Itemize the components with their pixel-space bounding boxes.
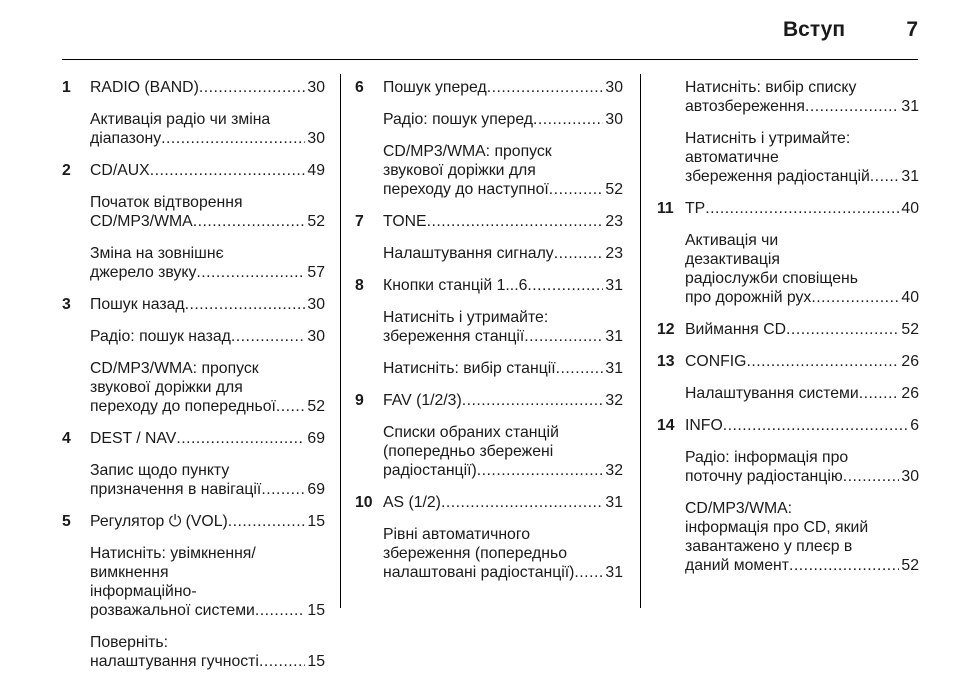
index-item [90, 327, 325, 346]
index-line [383, 110, 623, 129]
index-page-ref: 15 [307, 653, 325, 670]
index-line [383, 327, 623, 346]
index-line [685, 167, 919, 186]
index-page-ref: 31 [605, 360, 623, 377]
index-page-ref: 26 [901, 385, 919, 402]
dot-leader [533, 110, 603, 129]
index-item [90, 110, 325, 148]
index-text: радіослужби сповіщень [685, 270, 858, 287]
dot-leader [161, 129, 305, 148]
index-item [685, 448, 919, 486]
index-item [685, 416, 919, 435]
index-line [90, 129, 325, 148]
item-number: 7 [355, 213, 364, 230]
index-entry [62, 78, 325, 148]
index-line [383, 359, 623, 378]
index-entry [355, 78, 623, 199]
index-item [90, 359, 325, 416]
index-text: поточну радіостанцію [685, 468, 843, 485]
index-text: Списки обраних станцій [383, 424, 559, 441]
index-item [685, 384, 919, 403]
index-page-ref: 6 [910, 417, 919, 434]
header-rule [62, 59, 918, 60]
index-page-ref: 31 [605, 328, 623, 345]
index-text: завантажено у плеєр в [685, 538, 853, 555]
index-line [685, 467, 919, 486]
index-item [90, 544, 325, 620]
index-text: інформаційно- [90, 583, 197, 600]
index-text: вимкнення [90, 564, 169, 581]
item-number: 6 [355, 79, 364, 96]
index-page-ref: 30 [605, 111, 623, 128]
index-line [383, 180, 623, 199]
dot-leader [574, 563, 603, 582]
index-text: Натисніть: вибір станції [383, 360, 556, 377]
index-text: CD/MP3/WMA: пропуск [383, 143, 552, 160]
index-entry-continued [657, 78, 919, 186]
dot-leader [427, 212, 604, 231]
index-item [90, 244, 325, 282]
item-number: 3 [62, 296, 71, 313]
index-line [90, 480, 325, 499]
index-text: Натисніть і утримайте: [383, 309, 549, 326]
dot-leader [487, 78, 604, 97]
index-page-ref: 31 [605, 277, 623, 294]
dot-leader [705, 199, 899, 218]
index-text: FAV (1/2/3) [383, 392, 462, 409]
index-line [685, 97, 919, 116]
index-text: Запис щодо пункту [90, 462, 230, 479]
index-page-ref: 52 [901, 557, 919, 574]
item-number: 14 [657, 417, 675, 434]
index-line [90, 601, 325, 620]
item-number: 10 [355, 494, 373, 511]
index-line [383, 461, 623, 480]
index-page-ref: 23 [605, 245, 623, 262]
index-text: Рівні автоматичного [383, 526, 531, 543]
index-page-ref: 31 [605, 564, 623, 581]
index-text: INFO [685, 417, 723, 434]
item-number: 9 [355, 392, 364, 409]
index-item [383, 142, 623, 199]
dot-leader [441, 493, 603, 512]
index-page-ref: 40 [901, 200, 919, 217]
index-line [90, 397, 325, 416]
index-text: радіостанції) [383, 462, 477, 479]
index-line [90, 429, 325, 448]
index-text: налаштування гучності [90, 653, 259, 670]
index-page-ref: 52 [901, 321, 919, 338]
index-line [383, 78, 623, 97]
index-item [90, 429, 325, 448]
dot-leader [811, 288, 899, 307]
index-text: налаштовані радіостанції) [383, 564, 575, 581]
index-page-ref: 31 [901, 168, 919, 185]
index-line [90, 161, 325, 180]
index-line [685, 288, 919, 307]
index-entry [355, 276, 623, 378]
index-text: інформація про CD, який [685, 519, 869, 536]
index-entry [657, 416, 919, 575]
dot-leader [261, 480, 305, 499]
dot-leader [723, 416, 908, 435]
index-line [685, 416, 919, 435]
index-text: Пошук уперед [383, 79, 487, 96]
index-line [685, 556, 919, 575]
index-page-ref: 57 [307, 264, 325, 281]
index-line [90, 295, 325, 314]
index-line [685, 199, 919, 218]
dot-leader [176, 429, 305, 448]
index-page-ref: 30 [307, 296, 325, 313]
index-line [90, 327, 325, 346]
index-text: про дорожній рух [685, 289, 812, 306]
index-entry [62, 429, 325, 499]
index-text: Радіо: пошук уперед [383, 111, 533, 128]
index-text: переходу до наступної [383, 181, 549, 198]
index-item [383, 423, 623, 480]
item-number: 2 [62, 162, 71, 179]
dot-leader [228, 512, 306, 531]
index-text: CD/MP3/WMA: пропуск [90, 360, 259, 377]
index-line [383, 276, 623, 295]
index-item [90, 633, 325, 671]
dot-leader [527, 276, 603, 295]
index-text: CD/AUX [90, 162, 150, 179]
item-number: 12 [657, 321, 675, 338]
index-page-ref: 26 [901, 353, 919, 370]
dot-leader [549, 180, 604, 199]
dot-leader [786, 320, 899, 339]
index-text: призначення в навігації [90, 481, 262, 498]
index-text: дезактивація [685, 251, 780, 268]
index-text: звукової доріжки для [90, 379, 243, 396]
dot-leader [185, 295, 306, 314]
index-page-ref: 52 [605, 181, 623, 198]
index-text: Налаштування системи [685, 385, 859, 402]
dot-leader [870, 167, 900, 186]
index-item [685, 352, 919, 371]
dot-leader [255, 601, 306, 620]
index-text: Налаштування сигналу [383, 245, 554, 262]
page-header [0, 0, 960, 62]
index-line [383, 563, 623, 582]
index-text: Пошук назад [90, 296, 185, 313]
item-number: 1 [62, 79, 71, 96]
index-text: Початок відтворення [90, 194, 243, 211]
index-text: DEST / NAV [90, 430, 177, 447]
index-item [383, 276, 623, 295]
index-text: Натисніть і утримайте: [685, 130, 851, 147]
index-item [685, 78, 919, 116]
index-text: RADIO (BAND) [90, 79, 199, 96]
index-item [90, 512, 325, 531]
index-text: джерело звуку [90, 264, 197, 281]
index-text: Зміна на зовнішнє [90, 245, 224, 262]
index-page-ref: 40 [901, 289, 919, 306]
index-text: TP [685, 200, 706, 217]
index-text: TONE [383, 213, 427, 230]
index-page-ref: 15 [307, 513, 325, 530]
index-item [90, 461, 325, 499]
dot-leader [859, 384, 900, 403]
index-text: AS (1/2) [383, 494, 441, 511]
index-line [383, 244, 623, 263]
item-number: 8 [355, 277, 364, 294]
index-item [383, 110, 623, 129]
index-page-ref: 30 [307, 79, 325, 96]
dot-leader [231, 327, 306, 346]
index-text: Кнопки станцій 1...6 [383, 277, 528, 294]
index-page-ref: 31 [901, 98, 919, 115]
page-number: 7 [906, 18, 918, 41]
index-page-ref: 30 [307, 328, 325, 345]
index-item [685, 199, 919, 218]
index-item [383, 493, 623, 512]
index-entry [62, 512, 325, 671]
column-3 [657, 78, 919, 588]
index-page-ref: 52 [307, 213, 325, 230]
index-text: діапазону [90, 130, 162, 147]
index-page-ref: 15 [307, 602, 325, 619]
index-entry [62, 161, 325, 282]
index-line [90, 78, 325, 97]
index-text: Натисніть: увімкнення/ [90, 545, 256, 562]
item-number: 5 [62, 513, 71, 530]
index-page-ref: 30 [605, 79, 623, 96]
index-entry [355, 493, 623, 582]
dot-leader [477, 461, 604, 480]
index-text: звукової доріжки для [383, 162, 536, 179]
index-page-ref: 23 [605, 213, 623, 230]
index-text: Радіо: інформація про [685, 449, 849, 466]
index-line [685, 352, 919, 371]
index-text: автозбереження [685, 98, 805, 115]
index-item [685, 129, 919, 186]
index-text: Активація чи [685, 232, 779, 249]
dot-leader [554, 244, 604, 263]
index-item [685, 320, 919, 339]
index-item [685, 231, 919, 307]
index-entry [355, 391, 623, 480]
index-entry [62, 295, 325, 416]
index-item [685, 499, 919, 575]
dot-leader [199, 78, 306, 97]
dot-leader [193, 212, 306, 231]
column-divider [640, 74, 641, 608]
column-divider [340, 74, 341, 608]
index-line [383, 391, 623, 410]
index-page-ref: 31 [605, 494, 623, 511]
item-number: 11 [657, 200, 674, 217]
index-text: CD/MP3/WMA: [685, 500, 793, 517]
index-line [90, 212, 325, 231]
index-item [90, 78, 325, 97]
index-item [383, 359, 623, 378]
index-text: Регулятор ⏻ (VOL) [90, 513, 228, 530]
index-text: Поверніть: [90, 634, 169, 651]
dot-leader [462, 391, 604, 410]
index-entry [355, 212, 623, 263]
column-1 [62, 78, 325, 684]
dot-leader [843, 467, 900, 486]
index-item [383, 244, 623, 263]
index-text: Виймання CD [685, 321, 787, 338]
index-item [383, 525, 623, 582]
index-page-ref: 32 [605, 462, 623, 479]
index-line [685, 384, 919, 403]
index-entry [657, 199, 919, 307]
index-item [383, 78, 623, 97]
index-text: CONFIG [685, 353, 747, 370]
index-text: Натисніть: вибір списку [685, 79, 857, 96]
index-text: (попередньо збережені [383, 443, 554, 460]
index-item [383, 391, 623, 410]
index-item [90, 295, 325, 314]
index-text: переходу до попередньої [90, 398, 276, 415]
index-line [383, 212, 623, 231]
index-item [90, 161, 325, 180]
index-text: Радіо: пошук назад [90, 328, 231, 345]
index-line [90, 652, 325, 671]
index-text: збереження радіостанцій [685, 168, 870, 185]
index-page-ref: 30 [901, 468, 919, 485]
index-page-ref: 49 [307, 162, 325, 179]
index-text: Активація радіо чи зміна [90, 111, 271, 128]
dot-leader [276, 397, 306, 416]
dot-leader [150, 161, 306, 180]
index-entry [657, 352, 919, 403]
dot-leader [805, 97, 899, 116]
index-page-ref: 52 [307, 398, 325, 415]
item-number: 13 [657, 353, 675, 370]
index-text: збереження (попередньо [383, 545, 567, 562]
index-page-ref: 69 [307, 430, 325, 447]
dot-leader [746, 352, 899, 371]
index-item [383, 308, 623, 346]
dot-leader [196, 263, 305, 282]
index-text: збереження станції [383, 328, 525, 345]
dot-leader [259, 652, 305, 671]
index-text: розважальної системи [90, 602, 255, 619]
index-line [685, 320, 919, 339]
index-text: даний момент [685, 557, 790, 574]
item-number: 4 [62, 430, 71, 447]
page-title: Вступ [782, 18, 845, 41]
index-item [90, 193, 325, 231]
index-page-ref: 32 [605, 392, 623, 409]
dot-leader [524, 327, 603, 346]
index-page-ref: 30 [307, 130, 325, 147]
index-text: автоматичне [685, 149, 779, 166]
index-text: CD/MP3/WMA [90, 213, 193, 230]
index-line [90, 263, 325, 282]
column-2 [355, 78, 623, 595]
index-line [383, 493, 623, 512]
dot-leader [556, 359, 604, 378]
index-line [90, 512, 325, 531]
index-item [383, 212, 623, 231]
index-entry [657, 320, 919, 339]
index-page-ref: 69 [307, 481, 325, 498]
dot-leader [789, 556, 899, 575]
